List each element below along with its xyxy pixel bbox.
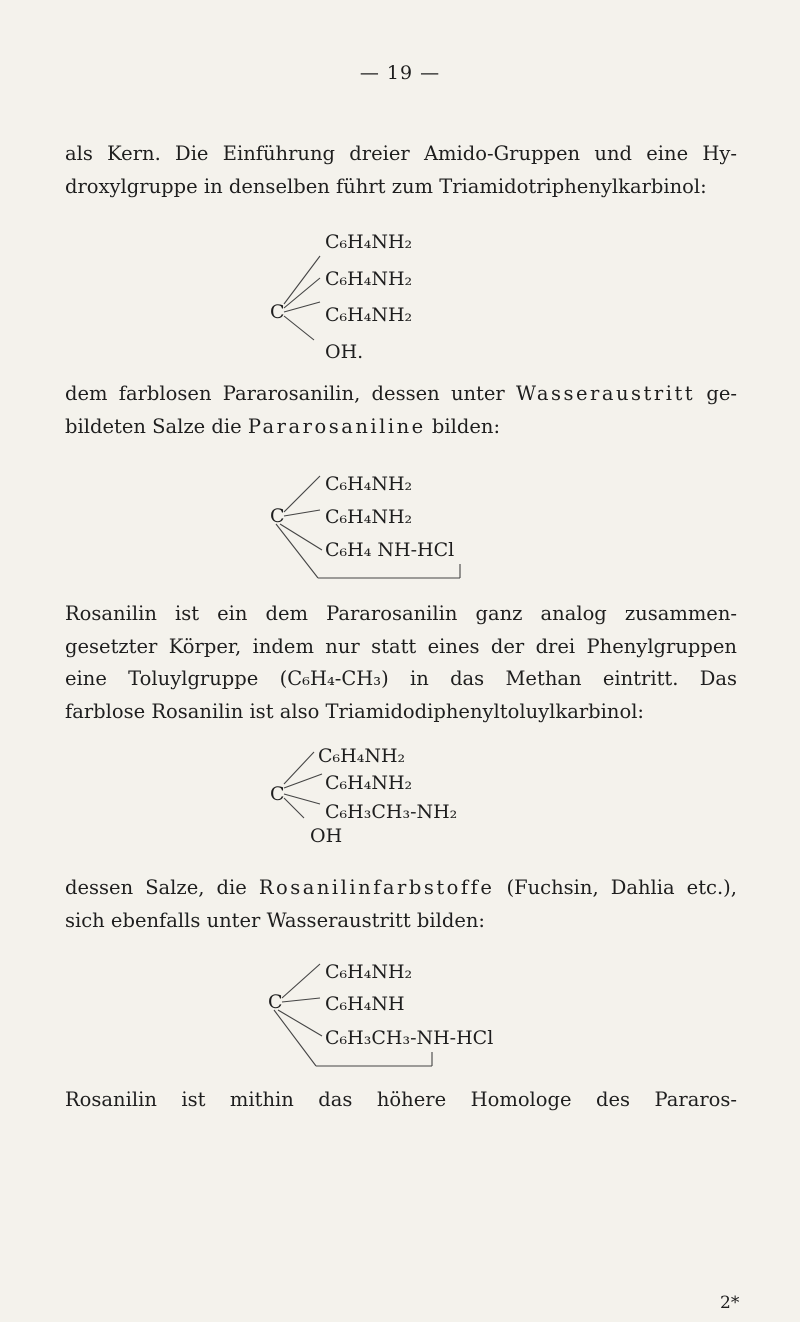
emphasis-text: Pararosaniline (247, 414, 426, 438)
paragraph-3 (65, 598, 737, 728)
text-line: als Kern. Die Einführung dreier Amido-Gruppen und eine Hy- (65, 142, 737, 165)
bond-line (284, 476, 320, 512)
formula-group: C₆H₄NH₂ (325, 304, 413, 326)
text-line: farblose Rosanilin ist also Triamidodiphenyltoluylkarbinol: (65, 699, 645, 723)
bond-line (282, 998, 320, 1002)
formula-group: OH. (325, 341, 364, 363)
signature-mark: 2* (720, 1293, 740, 1313)
formula-group: C₆H₄NH₂ (325, 772, 413, 794)
bond-line (278, 1010, 322, 1036)
formula-group: C₆H₄NH₂ (325, 473, 413, 495)
formula-group: OH (310, 825, 343, 847)
page-number: — 19 — (359, 62, 441, 84)
carbon-atom: C (270, 783, 285, 805)
formula-group: C₆H₄NH₂ (325, 231, 413, 253)
bond-line (276, 524, 318, 578)
bond-line (284, 316, 314, 340)
formula-group: C₆H₄NH₂ (325, 506, 413, 528)
formula-group: C₆H₄NH₂ (325, 961, 413, 983)
bond-line (284, 510, 320, 516)
text-run: dem farblosen Pararosanilin, dessen unter (65, 382, 517, 405)
formula-group: C₆H₃CH₃-NH-HCl (325, 1027, 494, 1049)
paragraph-1 (65, 138, 737, 203)
bond-line (284, 798, 304, 818)
text-run: bilden: (425, 414, 501, 438)
carbon-atom: C (268, 991, 283, 1013)
paragraph-5 (65, 1084, 737, 1117)
text-run: bildeten Salze die (65, 414, 248, 438)
formula-group: C₆H₄NH₂ (325, 268, 413, 290)
text-run: dessen Salze, die (65, 876, 259, 899)
text-line: eine Toluylgruppe (C₆H₄-CH₃) in das Methan eintritt. Das (65, 667, 737, 690)
emphasis-text: Wasseraustritt (516, 382, 696, 405)
text-line: droxylgruppe in denselben führt zum Triamidotriphenylkarbinol: (65, 174, 707, 198)
formula-group: C₆H₄NH₂ (318, 745, 406, 767)
carbon-atom: C (270, 301, 285, 323)
bond-line (284, 256, 320, 304)
text-line: Rosanilin ist ein dem Pararosanilin ganz analog zusammen- (65, 602, 737, 625)
text-line: gesetzter Körper, indem nur statt eines der drei Phenylgruppen (65, 634, 737, 658)
text-line: sich ebenfalls unter Wasseraustritt bilden: (65, 908, 485, 932)
bond-line (284, 774, 322, 788)
bond-line (284, 752, 314, 784)
paragraph-4 (65, 872, 737, 937)
bond-line (284, 794, 320, 804)
structural-formula-triamidodiphenyltoluylkarbinol (270, 742, 570, 866)
paragraph-2 (65, 378, 737, 443)
bond-line (282, 964, 320, 998)
formula-group: C₆H₃CH₃-NH₂ (325, 801, 458, 823)
formula-group: C₆H₄NH (325, 993, 405, 1015)
text-line: Rosanilin ist mithin das höhere Homologe des Pararos- (65, 1088, 737, 1111)
text-run: (Fuchsin, Dahlia etc.), (494, 876, 737, 899)
structural-formula-rosanilin-salt (268, 950, 588, 1074)
bond-line (274, 1010, 316, 1066)
formula-group: C₆H₄ NH-HCl (325, 539, 455, 561)
carbon-atom: C (270, 505, 285, 527)
text-run: ge- (695, 382, 737, 405)
emphasis-text: Rosanilinfarbstoffe (258, 876, 495, 899)
structural-formula-triamidotriphenylkarbinol (270, 208, 530, 363)
structural-formula-pararosanilin-salt (270, 460, 530, 584)
